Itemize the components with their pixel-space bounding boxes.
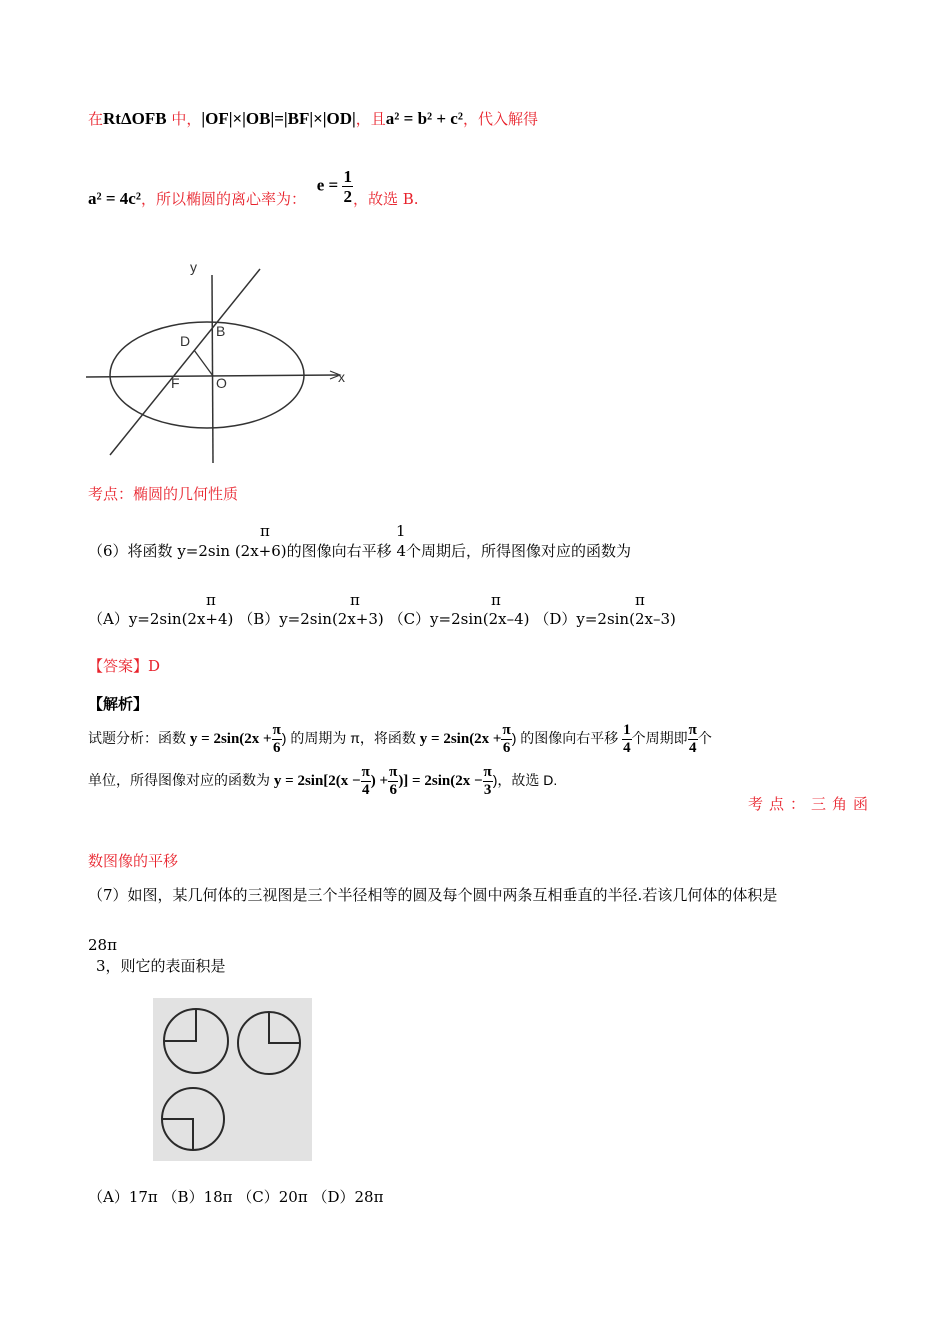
num: π (272, 721, 281, 738)
answer-value: D (148, 657, 161, 675)
q6-stem (88, 540, 631, 561)
q6-func: y=2sin (2x+6) (177, 542, 287, 560)
analysis-line-1 (88, 722, 712, 756)
frac-pi-6-b (501, 723, 511, 756)
denominator: 2 (343, 187, 352, 206)
equation-od: |OF|×|OB|=|BF|×|OD| (201, 109, 356, 128)
numerator: 1 (343, 167, 352, 186)
text-eccentricity: ，所以椭圆的离心率为： (140, 190, 306, 209)
kaodian-2a: 考点：三角函 (748, 795, 875, 813)
frac-pi-6-a (272, 723, 282, 756)
num: π (361, 763, 370, 780)
frac-pi-4 (688, 723, 698, 756)
label-d: D (180, 333, 191, 349)
text-prefix: 在 (88, 110, 104, 128)
opt-a-pi: π (206, 591, 216, 609)
a-l2-a: 单位，所得图像对应的函数为 (88, 772, 274, 788)
a-l1-c: ) 的图像向右平移 (511, 730, 623, 746)
label-x: x (338, 369, 345, 385)
q6-stem-a: （6）将函数 (88, 542, 178, 560)
opt-b-pi: π (350, 591, 360, 609)
option-d[interactable]: （D）y=2sin(2x–3) (534, 610, 676, 628)
label-o: O (216, 375, 227, 391)
equation-a-c: a² = 4c² (88, 189, 141, 209)
num: π (502, 721, 511, 738)
q6-options (88, 608, 676, 629)
kaodian-1: 考点：椭圆的几何性质 (88, 485, 239, 503)
den: 6 (389, 781, 397, 798)
frac-pi-6-c (388, 765, 398, 798)
frac-pi-4-b (361, 765, 371, 798)
a-func-4: )] = 2sin(2x − (398, 773, 483, 789)
opt-c-pi: π (491, 591, 501, 609)
option-b[interactable]: （B）y=2sin(2x+3) (238, 610, 384, 628)
a-l1-e: 个 (697, 730, 712, 746)
a-func-3: y = 2sin[2(x − (273, 773, 361, 789)
q7-line2 (96, 955, 226, 976)
q7-stem2: ，则它的表面积是 (105, 957, 226, 975)
fraction-one-half (342, 168, 353, 205)
text-mid: 中， (171, 110, 202, 128)
analysis-line-2 (88, 764, 557, 798)
q6-pi-sup: π (260, 522, 270, 540)
a-l1-b: ) 的周期为 π，将函数 (281, 730, 420, 746)
answer-line (88, 655, 160, 676)
label-b: B (216, 323, 226, 339)
label-y: y (190, 259, 197, 275)
ellipse-figure (80, 255, 360, 470)
y-axis (212, 275, 213, 463)
kaodian-2b: 数图像的平移 (88, 852, 179, 870)
text-and: ，且 (355, 110, 386, 128)
den: 3 (483, 781, 492, 798)
a-func-1: y = 2sin(2x + (189, 731, 272, 747)
frac-pi-3 (483, 765, 493, 798)
q7-options: （A）17π （B）18π （C）20π （D）28π (88, 1188, 384, 1206)
eccentricity-value (317, 168, 353, 205)
text-choose-b: ，故选 B. (352, 190, 419, 209)
opt-d-pi: π (635, 591, 645, 609)
photo-background (153, 998, 312, 1161)
q7-stem: （7）如图，某几何体的三视图是三个半径相等的圆及每个圆中两条互相垂直的半径.若该几何体的体积是 (88, 886, 778, 904)
solution-line-2 (88, 167, 419, 209)
den: 4 (361, 781, 370, 798)
equation-abc: a² = b² + c² (385, 109, 463, 128)
three-views-figure (153, 998, 312, 1161)
num: 1 (623, 721, 631, 738)
solution-line-1 (88, 108, 538, 129)
q6-den: 4 (396, 542, 406, 560)
answer-label: 【答案】 (88, 657, 149, 675)
den: 6 (502, 739, 511, 756)
option-c[interactable]: （C）y=2sin(2x–4) (388, 610, 530, 628)
den: 6 (272, 739, 281, 756)
a-func-2: y = 2sin(2x + (419, 731, 502, 747)
num: π (389, 763, 398, 780)
a-l1-d: 个周期即 (631, 730, 688, 746)
jiexi-label: 【解析】 (88, 695, 149, 713)
den: 4 (623, 739, 631, 756)
q7-vol-num: 28π (88, 936, 117, 954)
segment-od (194, 350, 213, 376)
q6-stem-c: 个周期后，所得图像对应的函数为 (405, 542, 631, 560)
option-a[interactable]: （A）y=2sin(2x+4) (88, 610, 234, 628)
q7-vol-den: 3 (96, 957, 106, 975)
q6-stem-b: 的图像向右平移 (286, 542, 397, 560)
triangle-label: RtΔOFB (103, 109, 167, 128)
a-l2-h: )，故选 D. (492, 772, 558, 788)
e-label: e = (316, 175, 339, 195)
den: 4 (689, 739, 697, 756)
num: π (688, 721, 697, 738)
text-substitute: ，代入解得 (462, 110, 538, 128)
a-l1-a: 试题分析：函数 (88, 730, 190, 746)
q6-one-sup: 1 (396, 522, 406, 540)
frac-1-4 (622, 723, 632, 756)
label-f: F (171, 375, 180, 391)
a-plus: ) + (370, 773, 389, 789)
num: π (483, 763, 492, 780)
